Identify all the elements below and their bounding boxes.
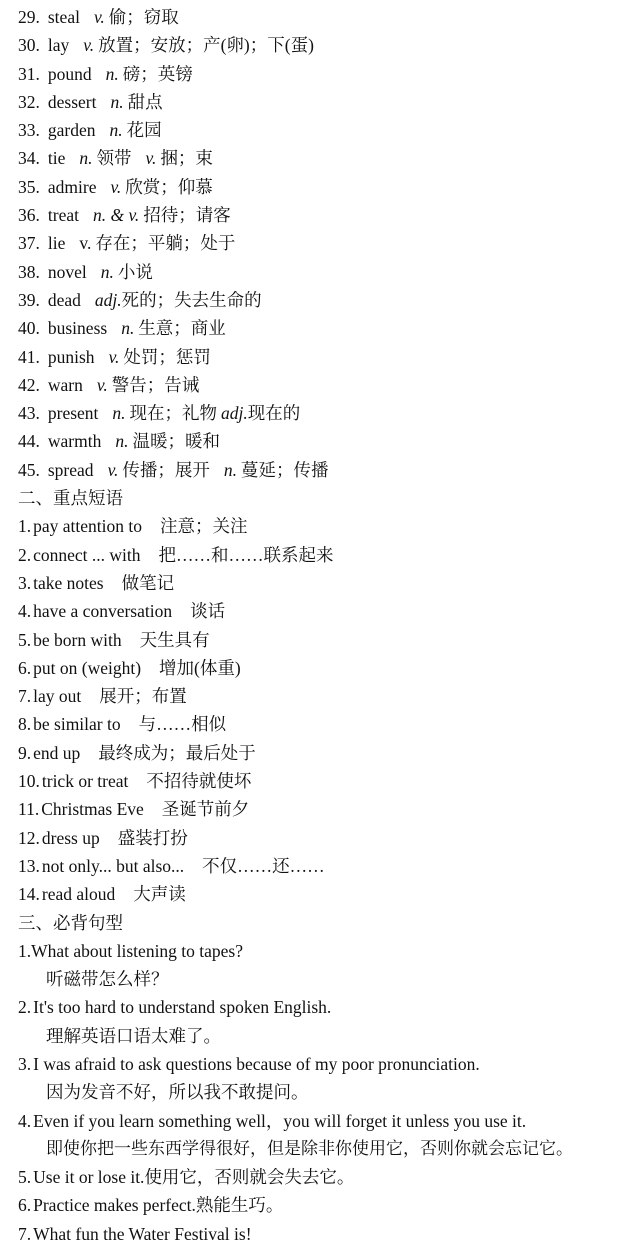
part-of-speech: n. xyxy=(79,148,93,169)
phrase-item-12 xyxy=(0,824,640,852)
item-number: 3. xyxy=(18,572,32,593)
vocab-meaning: 生意；商业 xyxy=(138,318,226,339)
sentence-item-3 xyxy=(0,1050,640,1078)
vocab-item-34 xyxy=(0,144,640,172)
phrase-chinese: 做笔记 xyxy=(121,572,175,593)
phrase-english: be born with xyxy=(33,629,122,650)
item-number: 5. xyxy=(18,1167,32,1188)
vocab-meaning: 领带 xyxy=(96,148,132,169)
vocab-item-32 xyxy=(0,88,640,116)
vocab-item-30 xyxy=(0,31,640,59)
item-number: 5. xyxy=(18,629,32,650)
phrase-chinese: 展开；布置 xyxy=(99,686,187,707)
item-number: 1. xyxy=(18,940,32,961)
vocab-word: warn xyxy=(47,374,83,395)
vocab-meaning: 警告；告诫 xyxy=(111,374,200,395)
item-number: 35. xyxy=(18,176,40,197)
phrase-item-10 xyxy=(0,767,640,795)
item-number: 9. xyxy=(18,742,32,763)
item-number: 43. xyxy=(18,403,40,424)
vocab-item-40 xyxy=(0,314,640,342)
item-number: 37. xyxy=(18,233,40,254)
part-of-speech: n. xyxy=(110,91,124,112)
sentence-english: What fun the Water Festival is! xyxy=(33,1223,252,1244)
phrase-chinese: 增加(体重) xyxy=(159,657,241,678)
item-number: 29. xyxy=(18,7,40,27)
vocab-meaning: 甜点 xyxy=(127,91,163,112)
vocab-meaning: 温暖；暖和 xyxy=(132,431,220,452)
vocab-item-31 xyxy=(0,60,640,88)
vocab-meaning: 招待；请客 xyxy=(143,205,231,226)
vocab-word: garden xyxy=(47,120,96,141)
vocab-word: pound xyxy=(47,63,92,84)
item-number: 45. xyxy=(18,459,40,480)
vocab-item-35 xyxy=(0,173,640,201)
phrase-item-5 xyxy=(0,626,640,654)
item-number: 10. xyxy=(18,771,40,792)
item-number: 6. xyxy=(18,1195,32,1216)
vocab-word: business xyxy=(47,318,108,339)
vocab-word: admire xyxy=(47,176,97,197)
part-of-speech: v. xyxy=(108,346,120,367)
phrase-english: dress up xyxy=(41,827,100,848)
sentence-item-1 xyxy=(0,937,640,965)
item-number: 7. xyxy=(18,1223,32,1244)
vocab-item-38 xyxy=(0,258,640,286)
vocab-meaning: 花园 xyxy=(126,120,162,141)
item-number: 34. xyxy=(18,148,40,169)
item-number: 3. xyxy=(18,1053,32,1074)
phrase-english: not only... but also... xyxy=(41,855,185,876)
vocab-word: present xyxy=(47,403,99,424)
phrase-chinese: 不仅……还…… xyxy=(202,855,325,876)
sentence-translation-3: 因为发音不好，所以我不敢提问。 xyxy=(46,1082,309,1103)
sentence-item-4 xyxy=(0,1107,640,1135)
item-number: 2. xyxy=(18,997,32,1018)
sentence-chinese: 使用它，否则就会失去它。 xyxy=(144,1167,355,1188)
phrase-english: trick or treat xyxy=(41,771,129,792)
vocab-meaning: 欣赏；仰慕 xyxy=(125,176,213,197)
part-of-speech: v. xyxy=(93,7,105,27)
item-number: 36. xyxy=(18,205,40,226)
sentence-english: What about listening to tapes? xyxy=(31,940,244,961)
part-of-speech: n. xyxy=(121,318,135,339)
vocab-meaning: 现在；礼物 xyxy=(129,403,218,424)
vocab-item-37 xyxy=(0,229,640,257)
vocab-word: novel xyxy=(47,261,87,282)
part-of-speech: n. xyxy=(115,431,129,452)
item-number: 8. xyxy=(18,714,32,735)
phrase-chinese: 谈话 xyxy=(190,601,226,622)
item-number: 4. xyxy=(18,1110,32,1131)
section-heading-phrases: 二、重点短语 xyxy=(18,488,123,509)
vocab-word: dessert xyxy=(47,91,97,112)
vocab-item-41 xyxy=(0,343,640,371)
item-number: 40. xyxy=(18,318,40,339)
phrase-english: connect ... with xyxy=(33,544,141,565)
vocab-item-45 xyxy=(0,456,640,484)
item-number: 32. xyxy=(18,91,40,112)
item-number: 39. xyxy=(18,289,40,310)
part-of-speech: v. xyxy=(79,233,92,254)
part-of-speech: v. xyxy=(110,176,122,197)
item-number: 12. xyxy=(18,827,40,848)
phrase-item-14 xyxy=(0,880,640,908)
phrase-chinese: 大声读 xyxy=(133,884,186,905)
item-number: 30. xyxy=(18,35,40,56)
phrase-item-9 xyxy=(0,739,640,767)
phrase-item-4 xyxy=(0,597,640,625)
vocab-item-42 xyxy=(0,371,640,399)
phrase-english: put on (weight) xyxy=(33,657,142,678)
item-number: 13. xyxy=(18,855,40,876)
sentence-translation-4: 即使你把一些东西学得很好，但是除非你使用它，否则你就会忘记它。 xyxy=(46,1138,573,1158)
sentence-chinese: 熟能生巧。 xyxy=(195,1195,284,1216)
item-number: 14. xyxy=(18,884,40,905)
sentence-english: Use it or lose it. xyxy=(33,1167,145,1188)
sentence-translation-1: 听磁带怎么样？ xyxy=(46,969,169,990)
vocab-meaning: 小说 xyxy=(117,261,153,282)
part-of-speech: v. xyxy=(96,374,108,395)
phrase-item-11 xyxy=(0,795,640,823)
phrase-item-1 xyxy=(0,512,640,540)
phrase-english: Christmas Eve xyxy=(41,799,144,820)
sentence-english: I was afraid to ask questions because of my poor pronunciation. xyxy=(33,1053,480,1074)
item-number: 4. xyxy=(18,601,32,622)
sentence-item-6 xyxy=(0,1191,640,1219)
vocab-meaning: 死的；失去生命的 xyxy=(121,289,262,310)
vocab-word: tie xyxy=(47,148,66,169)
vocab-meaning: 传播；展开 xyxy=(122,459,210,480)
item-number: 11. xyxy=(18,799,40,820)
item-number: 44. xyxy=(18,431,40,452)
part-of-speech-2: n. xyxy=(223,459,238,480)
part-of-speech: adj. xyxy=(94,289,122,310)
vocab-word: lay xyxy=(47,35,70,56)
vocab-item-33 xyxy=(0,116,640,144)
phrase-english: have a conversation xyxy=(33,601,173,622)
vocab-meaning-2: 捆；束 xyxy=(160,148,213,169)
vocab-item-29 xyxy=(0,3,640,31)
phrase-chinese: 天生具有 xyxy=(139,629,210,650)
vocab-word: warmth xyxy=(47,431,102,452)
sentence-item-2 xyxy=(0,993,640,1021)
phrase-chinese: 注意；关注 xyxy=(160,516,248,537)
vocab-item-39 xyxy=(0,286,640,314)
part-of-speech: v. xyxy=(83,35,95,56)
phrase-chinese: 盛装打扮 xyxy=(117,827,188,848)
part-of-speech: n. xyxy=(105,63,119,84)
phrase-english: take notes xyxy=(33,572,104,593)
part-of-speech: n. xyxy=(112,403,126,424)
phrase-chinese: 与……相似 xyxy=(138,714,227,735)
item-number: 6. xyxy=(18,657,32,678)
vocab-word: punish xyxy=(47,346,95,367)
part-of-speech: n. xyxy=(100,261,114,282)
vocab-meaning: 磅；英镑 xyxy=(122,63,193,84)
sentence-translation-2: 理解英语口语太难了。 xyxy=(46,1025,221,1046)
phrase-item-3 xyxy=(0,569,640,597)
vocab-word: lie xyxy=(47,233,66,254)
part-of-speech: v. xyxy=(107,459,119,480)
phrase-item-8 xyxy=(0,710,640,738)
vocab-meaning-2: 现在的 xyxy=(247,403,301,424)
vocab-meaning: 处罚；惩罚 xyxy=(123,346,211,367)
vocab-meaning: 存在；平躺；处于 xyxy=(95,233,236,254)
item-number: 33. xyxy=(18,120,40,141)
phrase-chinese: 最终成为；最后处于 xyxy=(98,742,256,763)
phrase-item-6 xyxy=(0,654,640,682)
item-number: 31. xyxy=(18,63,40,84)
vocab-word: dead xyxy=(47,289,81,310)
item-number: 7. xyxy=(18,686,32,707)
vocab-word: spread xyxy=(47,459,94,480)
phrase-chinese: 把……和……联系起来 xyxy=(158,544,334,565)
sentence-english: It's too hard to understand spoken English. xyxy=(33,997,332,1018)
phrase-english: lay out xyxy=(33,686,82,707)
item-number: 41. xyxy=(18,346,40,367)
item-number: 38. xyxy=(18,261,40,282)
vocab-item-36 xyxy=(0,201,640,229)
vocab-meaning: 偷；窃取 xyxy=(108,7,179,27)
phrase-chinese: 不招待就使坏 xyxy=(146,771,252,792)
sentence-item-5 xyxy=(0,1163,640,1191)
vocab-item-43 xyxy=(0,399,640,427)
phrase-item-2 xyxy=(0,541,640,569)
vocab-item-44 xyxy=(0,427,640,455)
part-of-speech-2: v. xyxy=(145,148,157,169)
part-of-speech: n. & v. xyxy=(92,205,140,226)
vocab-word: steal xyxy=(47,7,80,27)
phrase-english: end up xyxy=(33,742,81,763)
vocab-meaning: 放置；安放；产(卵)；下(蛋) xyxy=(98,35,314,56)
part-of-speech: n. xyxy=(109,120,123,141)
phrase-english: pay attention to xyxy=(33,516,142,537)
sentence-english: Even if you learn something well，you will forget it unless you use it. xyxy=(33,1110,527,1131)
sentence-item-7 xyxy=(0,1220,640,1248)
section-heading-sentences: 三、必背句型 xyxy=(18,912,123,933)
phrase-item-13 xyxy=(0,852,640,880)
phrase-english: read aloud xyxy=(41,884,116,905)
item-number: 42. xyxy=(18,374,40,395)
sentence-english: Practice makes perfect. xyxy=(33,1195,196,1216)
phrase-english: be similar to xyxy=(33,714,121,735)
item-number: 1. xyxy=(18,516,32,537)
vocab-meaning-2: 蔓延；传播 xyxy=(241,459,329,480)
phrase-item-7 xyxy=(0,682,640,710)
phrase-chinese: 圣诞节前夕 xyxy=(161,799,250,820)
vocab-word: treat xyxy=(47,205,79,226)
part-of-speech-2: adj. xyxy=(221,403,248,424)
item-number: 2. xyxy=(18,544,32,565)
